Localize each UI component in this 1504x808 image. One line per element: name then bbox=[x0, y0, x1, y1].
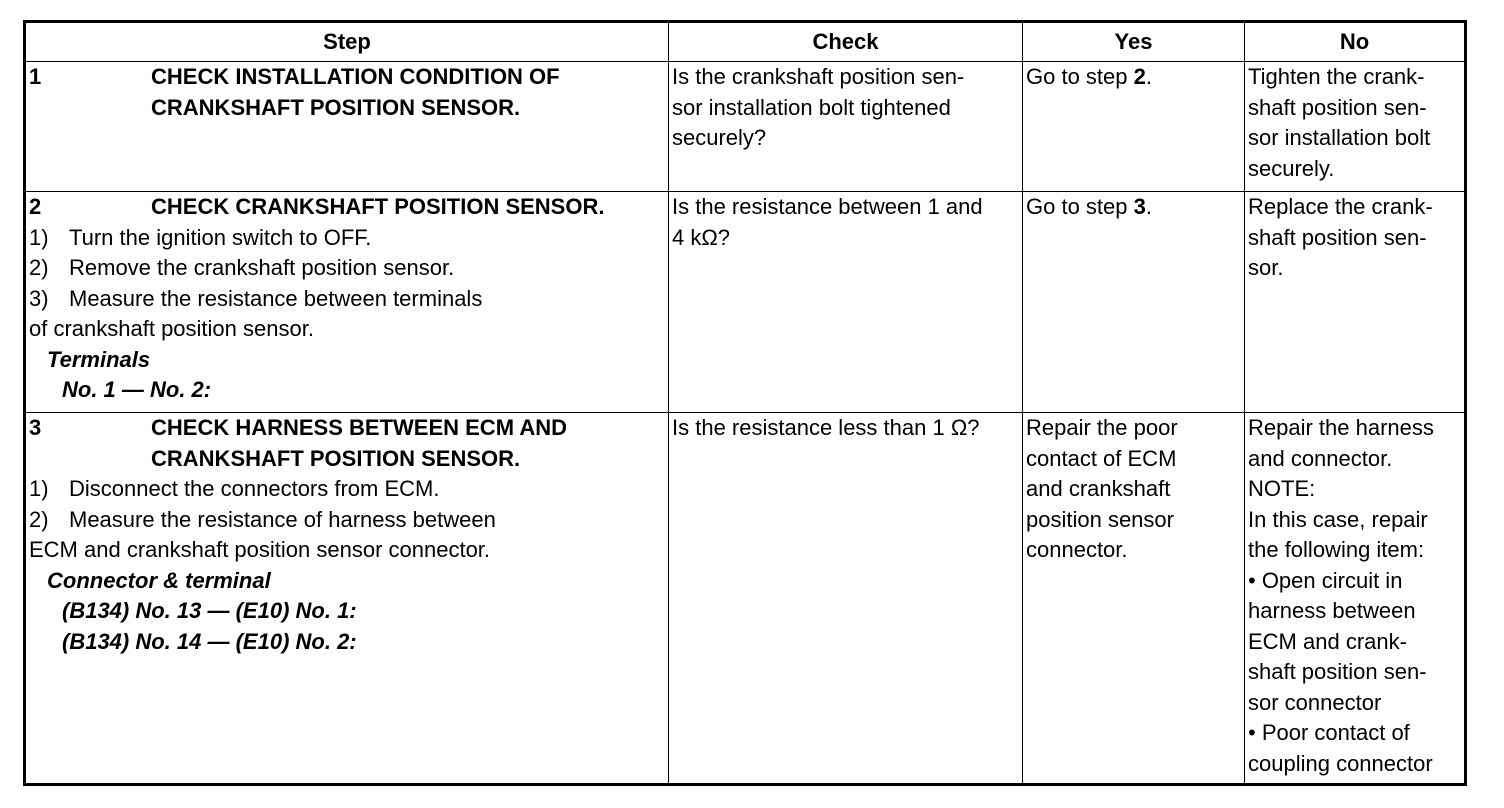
bullet-line: ECM and crank- bbox=[1248, 628, 1407, 654]
procedure-text: Turn the ignition switch to OFF. bbox=[69, 224, 372, 250]
check-cell bbox=[669, 413, 1023, 785]
step-cell bbox=[25, 192, 669, 413]
yes-prefix: Go to step bbox=[1026, 64, 1134, 89]
no-cell bbox=[1245, 413, 1466, 785]
no-bullet-item bbox=[1248, 718, 1461, 779]
no-line: the following item: bbox=[1248, 537, 1425, 562]
yes-cell bbox=[1023, 413, 1245, 785]
step-title-line: CHECK INSTALLATION CONDITION OF bbox=[151, 64, 560, 89]
table-row bbox=[25, 192, 1466, 413]
step-number: 2 bbox=[29, 194, 42, 219]
procedure-number: 1) bbox=[29, 476, 49, 501]
bullet-line: • Open circuit in bbox=[1248, 567, 1403, 593]
table-row bbox=[25, 413, 1466, 785]
step-title-line: CRANKSHAFT POSITION SENSOR. bbox=[151, 445, 521, 471]
no-line: and connector. bbox=[1248, 445, 1393, 471]
procedure-item bbox=[29, 505, 665, 536]
no-line: sor. bbox=[1248, 255, 1284, 280]
step-cell bbox=[25, 62, 669, 192]
procedure-continuation: ECM and crankshaft position sensor connector. bbox=[29, 537, 491, 562]
bullet-line: shaft position sen- bbox=[1248, 659, 1427, 684]
header-row bbox=[25, 22, 1466, 62]
no-line: Tighten the crank- bbox=[1248, 64, 1425, 89]
check-line: Is the crankshaft position sen- bbox=[672, 64, 965, 89]
procedure-number: 3) bbox=[29, 285, 49, 311]
check-line: Is the resistance between 1 and bbox=[672, 194, 983, 219]
no-line: Repair the harness bbox=[1248, 415, 1434, 440]
bullet-line: harness between bbox=[1248, 598, 1416, 623]
procedure-number: 2) bbox=[29, 255, 49, 280]
check-cell bbox=[669, 62, 1023, 192]
no-line: sor installation bolt bbox=[1248, 125, 1431, 150]
no-note-label: NOTE: bbox=[1248, 476, 1316, 501]
yes-step-link: 3 bbox=[1133, 194, 1146, 219]
procedure-text: Disconnect the connectors from ECM. bbox=[69, 476, 440, 501]
procedure-number: 1) bbox=[29, 224, 49, 250]
header-step: Step bbox=[25, 22, 669, 62]
yes-line: and crankshaft bbox=[1026, 476, 1171, 501]
no-bullet-item bbox=[1248, 566, 1461, 719]
spec-label: Connector & terminal bbox=[47, 567, 271, 593]
no-line: Replace the crank- bbox=[1248, 194, 1433, 219]
yes-suffix: . bbox=[1145, 64, 1152, 89]
yes-step-link: 2 bbox=[1133, 64, 1146, 89]
check-line: sor installation bolt tightened bbox=[672, 94, 951, 120]
procedure-item bbox=[29, 474, 665, 505]
diagnostic-table bbox=[23, 20, 1467, 786]
step-title-line: CHECK HARNESS BETWEEN ECM AND bbox=[151, 415, 567, 440]
no-cell bbox=[1245, 62, 1466, 192]
check-cell bbox=[669, 192, 1023, 413]
yes-line: Repair the poor bbox=[1026, 415, 1178, 440]
procedure-item bbox=[29, 253, 665, 284]
header-yes: Yes bbox=[1023, 22, 1245, 62]
header-check: Check bbox=[669, 22, 1023, 62]
table-row bbox=[25, 62, 1466, 192]
no-line: shaft position sen- bbox=[1248, 94, 1427, 120]
bullet-line: coupling connector bbox=[1248, 750, 1433, 776]
yes-cell bbox=[1023, 192, 1245, 413]
yes-line: connector. bbox=[1026, 537, 1128, 562]
spec-label: Terminals bbox=[47, 346, 151, 372]
step-cell bbox=[25, 413, 669, 785]
yes-line: contact of ECM bbox=[1026, 445, 1177, 471]
spec-line: (B134) No. 14 — (E10) No. 2: bbox=[62, 628, 357, 654]
yes-cell bbox=[1023, 62, 1245, 192]
step-number: 1 bbox=[29, 64, 42, 89]
no-line: In this case, repair bbox=[1248, 506, 1428, 532]
procedure-continuation: of crankshaft position sensor. bbox=[29, 316, 314, 341]
yes-suffix: . bbox=[1145, 194, 1152, 219]
procedure-number: 2) bbox=[29, 506, 49, 532]
no-cell bbox=[1245, 192, 1466, 413]
procedure-text: Measure the resistance between terminals bbox=[69, 285, 483, 311]
procedure-item bbox=[29, 284, 665, 315]
step-title-line: CRANKSHAFT POSITION SENSOR. bbox=[151, 94, 521, 120]
no-line: shaft position sen- bbox=[1248, 224, 1427, 250]
spec-line: No. 1 — No. 2: bbox=[62, 377, 212, 402]
check-line: securely? bbox=[672, 125, 767, 150]
bullet-line: sor connector bbox=[1248, 689, 1382, 715]
procedure-text: Measure the resistance of harness between bbox=[69, 506, 496, 532]
yes-prefix: Go to step bbox=[1026, 194, 1134, 219]
procedure-text: Remove the crankshaft position sensor. bbox=[69, 255, 455, 280]
check-line: 4 kΩ? bbox=[672, 224, 731, 250]
spec-line: (B134) No. 13 — (E10) No. 1: bbox=[62, 598, 357, 623]
header-no: No bbox=[1245, 22, 1466, 62]
procedure-item bbox=[29, 223, 665, 254]
step-title-line: CHECK CRANKSHAFT POSITION SENSOR. bbox=[151, 194, 605, 219]
check-line: Is the resistance less than 1 Ω? bbox=[672, 415, 980, 440]
yes-line: position sensor bbox=[1026, 506, 1174, 532]
step-number: 3 bbox=[29, 415, 42, 440]
no-line: securely. bbox=[1248, 155, 1335, 181]
bullet-line: • Poor contact of bbox=[1248, 720, 1410, 745]
